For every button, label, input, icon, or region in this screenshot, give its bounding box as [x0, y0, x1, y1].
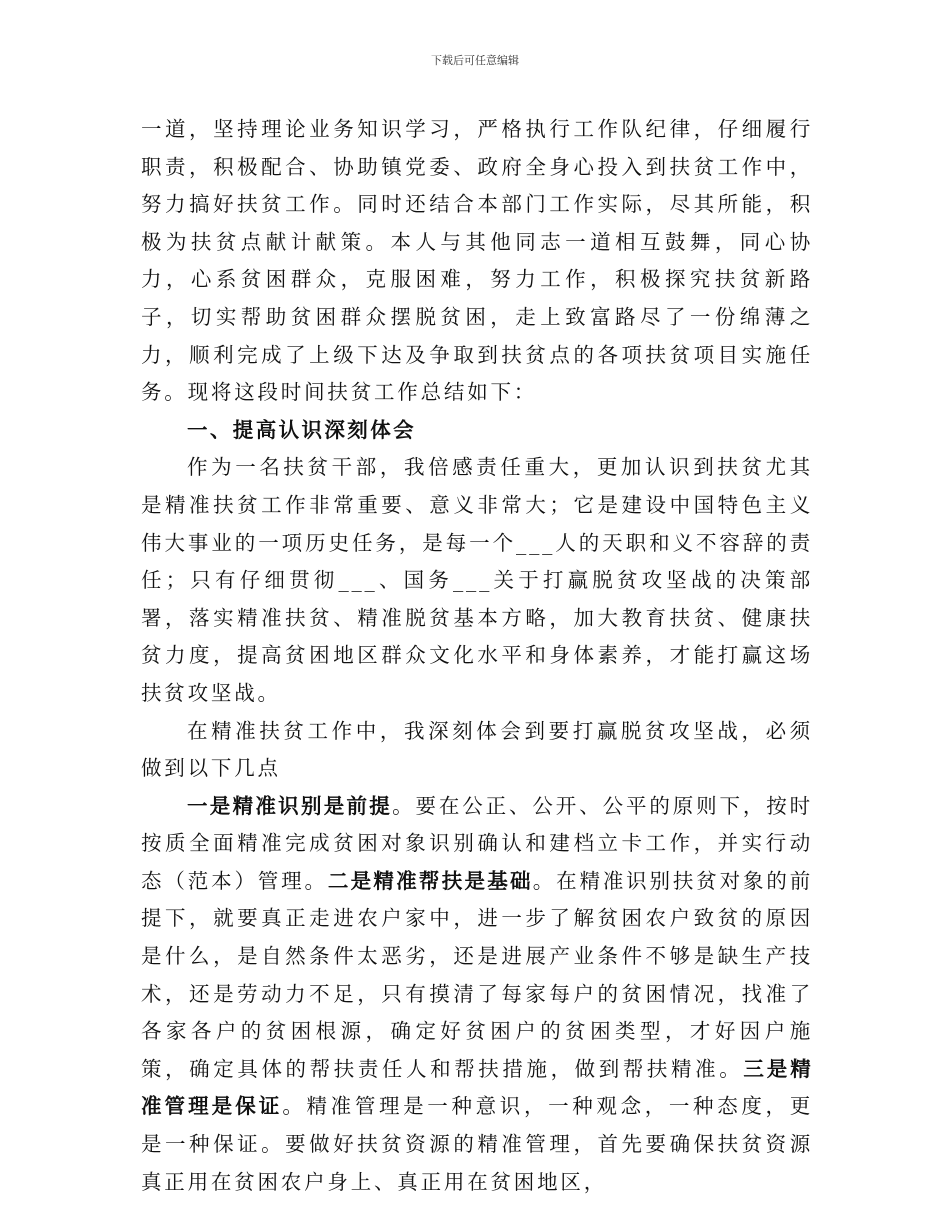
section-heading: 一、提高认识深刻体会	[187, 417, 416, 442]
paragraph-key-points-intro: 在精准扶贫工作中，我深刻体会到要打赢脱贫攻坚战，必须做到以下几点	[141, 718, 813, 781]
paragraph-responsibility: 作为一名扶贫干部，我倍感责任重大，更加认识到扶贫尤其是精准扶贫工作非常重要、意义非常大；它是建设中国特色主义伟大事业的一项历史任务，是每一个___人的天职和义不容辞的责任；只有仔细贯彻___、国务___关于打赢脱贫攻坚战的决策部署，落实精准扶贫、精准脱贫基本方略，加大教育扶贫、健康扶贫力度，提高贫困地区群众文化水平和身体素养，才能打赢这场扶贫攻坚战。	[141, 455, 813, 705]
point-two-title: 二是精准帮扶是基础	[327, 868, 533, 893]
point-two-text: 。在精准识别扶贫对象的前提下，就要真正走进农户家中，进一步了解贫困农户致贫的原因是什么，是自然条件太恶劣，还是进展产业条件不够是缺生产技术，还是劳动力不足，只有摸清了每家每户的贫困情况，找准了各家各户的贫困根源，确定好贫困户的贫困类型，才好因户施策，确定具体的帮扶责任人和帮扶措施，做到帮扶精准。	[141, 868, 813, 1081]
point-one-text: 。要在公正、公开、公平的原则下，按时按质全面精准完成贫困对象识别确认和建档立卡工作，并实行动态（范本）管理。	[141, 793, 813, 893]
paragraph-key-points	[141, 788, 813, 1202]
paragraph-intro: 一道，坚持理论业务知识学习，严格执行工作队纪律，仔细履行职责，积极配合、协助镇党委、政府全身心投入到扶贫工作中，努力搞好扶贫工作。同时还结合本部门工作实际，尽其所能，积极为扶贫点献计献策。本人与其他同志一道相互鼓舞，同心协力，心系贫困群众，克服困难，努力工作，积极探究扶贫新路子，切实帮助贫困群众摆脱贫困，走上致富路尽了一份绵薄之力，顺利完成了上级下达及争取到扶贫点的各项扶贫项目实施任务。现将这段时间扶贫工作总结如下：	[141, 117, 813, 405]
point-one-title: 一是精准识别是前提	[187, 793, 393, 818]
document-body	[141, 111, 813, 1201]
point-three-title: 三是精准管理是保证	[141, 1056, 813, 1119]
point-three-text: 。精准管理是一种意识，一种观念，一种态度，更是一种保证。要做好扶贫资源的精准管理，首先要确保扶贫资源真正用在贫困农户身上、真正用在贫困地区，	[141, 1094, 813, 1194]
page-header: 下载后可任意编辑	[431, 54, 519, 67]
